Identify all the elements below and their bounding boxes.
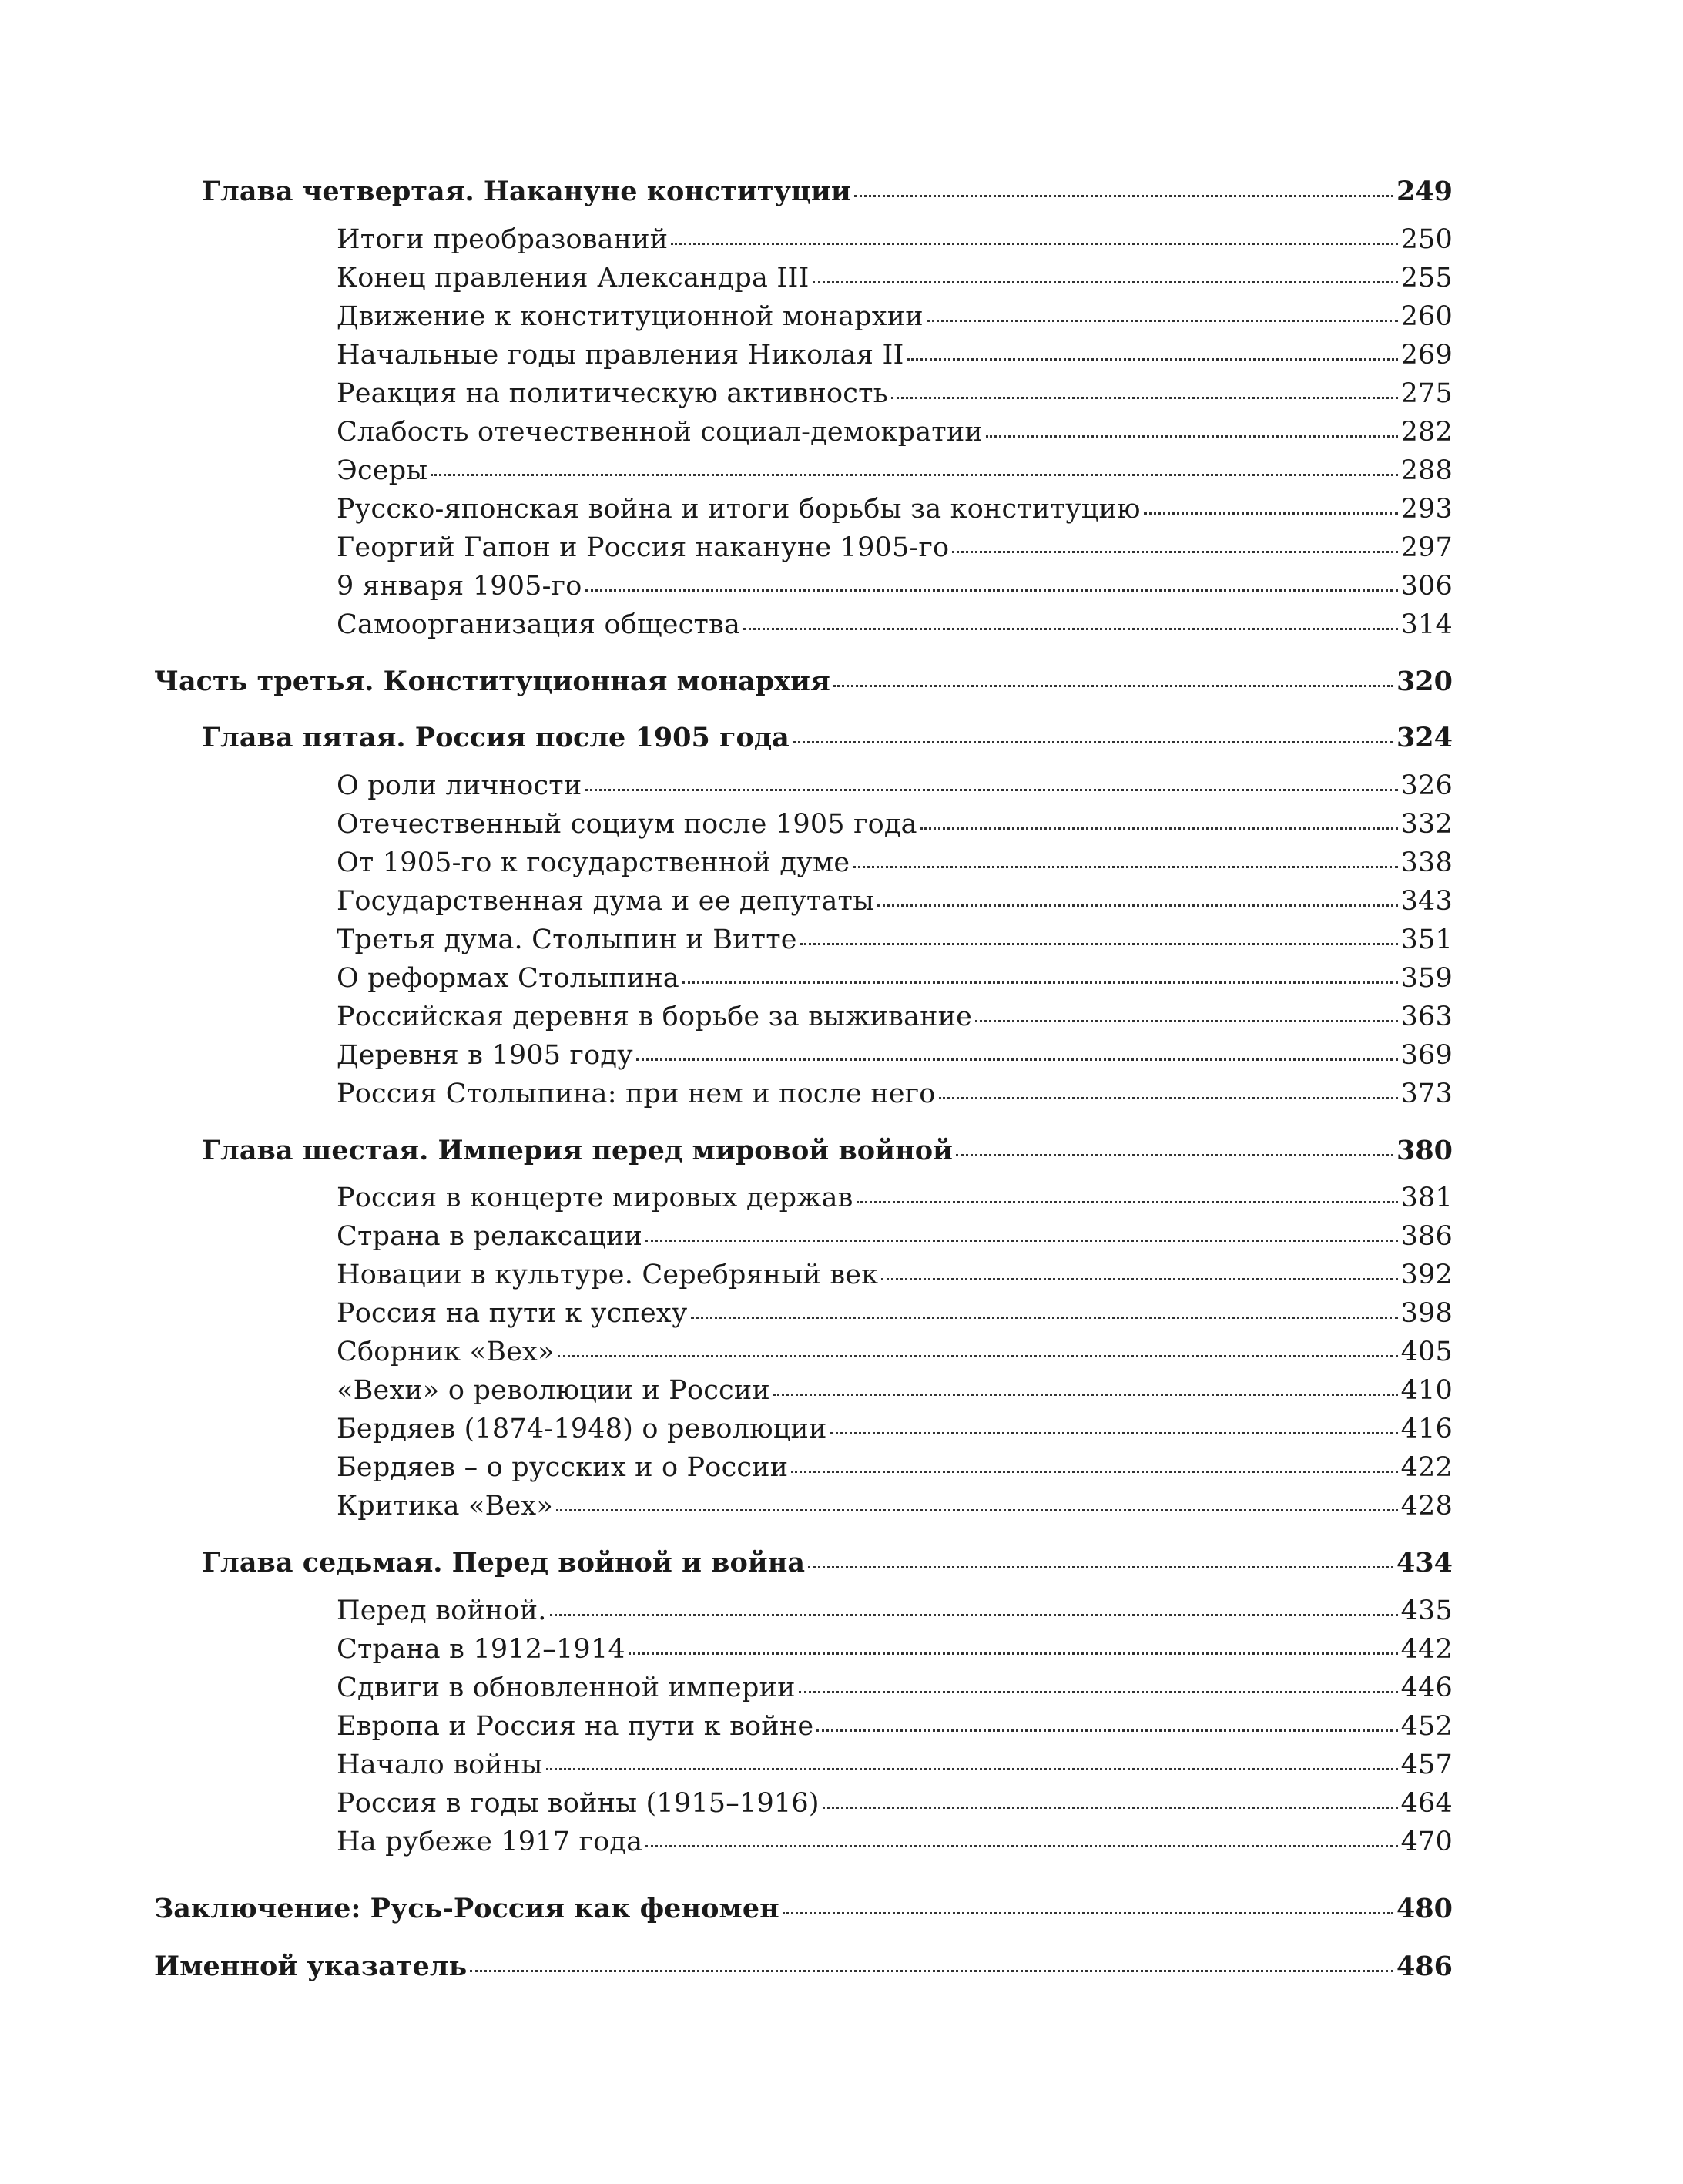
dot-leader	[833, 685, 1393, 687]
entry-page: 359	[1400, 963, 1453, 994]
entry-page: 288	[1400, 455, 1453, 486]
toc-entry-section[interactable]	[337, 1414, 1453, 1444]
toc-entry-section[interactable]	[337, 924, 1453, 955]
toc-entry-section[interactable]	[337, 1183, 1453, 1213]
entry-title: Часть третья. Конституционная монархия	[154, 666, 830, 697]
toc-entry-section[interactable]	[337, 1260, 1453, 1290]
dot-leader	[823, 1807, 1398, 1809]
entry-page: 369	[1400, 1040, 1453, 1071]
toc-entry-section[interactable]	[337, 1040, 1453, 1071]
dot-leader	[857, 1201, 1398, 1203]
toc-entry-section[interactable]	[337, 1595, 1453, 1626]
entry-title: О роли личности	[337, 770, 582, 801]
dot-leader	[556, 1509, 1398, 1511]
dot-leader	[891, 397, 1398, 399]
dot-leader	[907, 358, 1398, 361]
toc-entry-section[interactable]	[337, 963, 1453, 994]
entry-page: 470	[1400, 1827, 1453, 1857]
entry-title: Россия Столыпина: при нем и после него	[337, 1079, 936, 1109]
toc-entry-section[interactable]	[337, 886, 1453, 917]
toc-entry-section[interactable]	[337, 340, 1453, 371]
entry-page: 282	[1400, 417, 1453, 448]
toc-entry-section[interactable]	[337, 1711, 1453, 1742]
entry-page: 435	[1400, 1595, 1453, 1626]
entry-page: 373	[1400, 1079, 1453, 1109]
dot-leader	[853, 866, 1397, 868]
dot-leader	[816, 1729, 1397, 1732]
toc-entry-chapter[interactable]	[202, 176, 1453, 207]
entry-title: Россия в годы войны (1915–1916)	[337, 1788, 820, 1819]
entry-page: 457	[1400, 1750, 1453, 1780]
dot-leader	[793, 741, 1393, 743]
entry-page: 434	[1396, 1547, 1453, 1578]
dot-leader	[808, 1566, 1393, 1568]
entry-page: 314	[1400, 609, 1453, 640]
entry-title: Конец правления Александра III	[337, 263, 810, 294]
entry-title: На рубеже 1917 года	[337, 1827, 643, 1857]
toc-entry-section[interactable]	[337, 609, 1453, 640]
entry-title: Европа и Россия на пути к войне	[337, 1711, 814, 1742]
dot-leader	[558, 1355, 1398, 1357]
entry-title: Сдвиги в обновленной империи	[337, 1672, 796, 1703]
toc-entry-section[interactable]	[337, 1634, 1453, 1665]
dot-leader	[743, 628, 1398, 630]
entry-page: 486	[1396, 1951, 1453, 1982]
entry-page: 332	[1400, 809, 1453, 840]
toc-entry-section[interactable]	[337, 1452, 1453, 1483]
toc-entry-section[interactable]	[337, 532, 1453, 563]
entry-title: Новации в культуре. Серебряный век	[337, 1260, 879, 1290]
toc-entry-part[interactable]	[154, 666, 1453, 697]
entry-page: 380	[1396, 1135, 1453, 1166]
entry-page: 422	[1400, 1452, 1453, 1483]
dot-leader	[585, 789, 1397, 791]
toc-entry-section[interactable]	[337, 263, 1453, 294]
toc-entry-section[interactable]	[337, 1079, 1453, 1109]
entry-page: 442	[1400, 1634, 1453, 1665]
entry-page: 260	[1400, 301, 1453, 332]
entry-title: Бердяев – о русских и о России	[337, 1452, 789, 1483]
dot-leader	[585, 589, 1398, 592]
entry-title: Начальные годы правления Николая II	[337, 340, 904, 371]
toc-entry-chapter[interactable]	[202, 1135, 1453, 1166]
dot-leader	[773, 1394, 1398, 1396]
dot-leader	[1144, 512, 1398, 515]
dot-leader	[881, 1278, 1397, 1280]
entry-title: Деревня в 1905 году	[337, 1040, 633, 1071]
entry-page: 250	[1400, 224, 1453, 255]
toc-entry-section[interactable]	[337, 1750, 1453, 1780]
dot-leader	[877, 904, 1397, 907]
entry-page: 269	[1400, 340, 1453, 371]
entry-page: 464	[1400, 1788, 1453, 1819]
toc-entry-section[interactable]	[337, 1337, 1453, 1367]
dot-leader	[691, 1317, 1398, 1319]
entry-title: Глава шестая. Империя перед мировой войной	[202, 1135, 953, 1166]
toc-entry-section[interactable]	[337, 301, 1453, 332]
toc-entry-section[interactable]	[337, 571, 1453, 602]
entry-title: Бердяев (1874-1948) о революции	[337, 1414, 827, 1444]
entry-page: 363	[1400, 1001, 1453, 1032]
entry-title: Глава седьмая. Перед войной и война	[202, 1547, 806, 1578]
entry-page: 293	[1400, 494, 1453, 525]
dot-leader	[854, 195, 1393, 197]
toc-entry-section[interactable]	[337, 494, 1453, 525]
entry-title: Начало войны	[337, 1750, 543, 1780]
entry-page: 255	[1400, 263, 1453, 294]
toc-entry-section[interactable]	[337, 1491, 1453, 1521]
entry-title: Страна в релаксации	[337, 1221, 643, 1252]
dot-leader	[939, 1097, 1398, 1099]
entry-title: Глава пятая. Россия после 1905 года	[202, 722, 790, 753]
entry-title: Страна в 1912–1914	[337, 1634, 625, 1665]
entry-title: Движение к конституционной монархии	[337, 301, 924, 332]
entry-title: Эсеры	[337, 455, 428, 486]
entry-title: Россия в концерте мировых держав	[337, 1183, 853, 1213]
entry-title: Георгий Гапон и Россия накануне 1905-го	[337, 532, 950, 563]
dot-leader	[975, 1020, 1397, 1022]
entry-title: О реформах Столыпина	[337, 963, 679, 994]
entry-title: 9 января 1905-го	[337, 571, 582, 602]
entry-title: Русско-японская война и итоги борьбы за конституцию	[337, 494, 1141, 525]
entry-title: Заключение: Русь-Россия как феномен	[154, 1893, 779, 1924]
dot-leader	[813, 281, 1398, 283]
dot-leader	[799, 1691, 1398, 1693]
dot-leader	[927, 320, 1398, 322]
entry-page: 343	[1400, 886, 1453, 917]
entry-title: Отечественный социум после 1905 года	[337, 809, 917, 840]
toc-entry-section[interactable]	[337, 809, 1453, 840]
dot-leader	[920, 827, 1398, 830]
toc-entry-chapter[interactable]	[202, 1547, 1453, 1578]
entry-page: 324	[1396, 722, 1453, 753]
entry-page: 249	[1396, 176, 1453, 207]
entry-title: «Вехи» о революции и России	[337, 1375, 770, 1406]
entry-page: 320	[1396, 666, 1453, 697]
entry-title: От 1905-го к государственной думе	[337, 847, 850, 878]
entry-page: 446	[1400, 1672, 1453, 1703]
toc-entry-section[interactable]	[337, 1827, 1453, 1857]
dot-leader	[671, 243, 1397, 245]
entry-page: 452	[1400, 1711, 1453, 1742]
entry-page: 381	[1400, 1183, 1453, 1213]
entry-title: Итоги преобразований	[337, 224, 669, 255]
dot-leader	[636, 1058, 1398, 1061]
entry-title: Самоорганизация общества	[337, 609, 741, 640]
toc-entry-section[interactable]	[337, 1298, 1453, 1329]
entry-title: Третья дума. Столыпин и Витте	[337, 924, 797, 955]
toc-entry-section[interactable]	[337, 1375, 1453, 1406]
dot-leader	[546, 1768, 1398, 1770]
dot-leader	[550, 1614, 1398, 1616]
entry-title: Критика «Вех»	[337, 1491, 553, 1521]
entry-title: Слабость отечественной социал-демократии	[337, 417, 983, 448]
entry-page: 338	[1400, 847, 1453, 878]
toc-entry-section[interactable]	[337, 1001, 1453, 1032]
toc-entry-section[interactable]	[337, 1672, 1453, 1703]
dot-leader	[682, 981, 1398, 984]
toc-entry-section[interactable]	[337, 455, 1453, 486]
dot-leader	[830, 1432, 1398, 1434]
dot-leader	[783, 1912, 1393, 1914]
entry-page: 405	[1400, 1337, 1453, 1367]
entry-page: 410	[1400, 1375, 1453, 1406]
dot-leader	[645, 1845, 1397, 1847]
toc-entry-section[interactable]	[337, 847, 1453, 878]
entry-page: 297	[1400, 532, 1453, 563]
entry-title: Реакция на политическую активность	[337, 378, 888, 409]
entry-page: 398	[1400, 1298, 1453, 1329]
toc-entry-section[interactable]	[337, 378, 1453, 409]
dot-leader	[431, 474, 1397, 476]
entry-page: 428	[1400, 1491, 1453, 1521]
toc-entry-section[interactable]	[337, 770, 1453, 801]
entry-page: 351	[1400, 924, 1453, 955]
dot-leader	[470, 1970, 1393, 1972]
entry-page: 275	[1400, 378, 1453, 409]
dot-leader	[956, 1154, 1393, 1156]
entry-page: 326	[1400, 770, 1453, 801]
dot-leader	[952, 551, 1397, 553]
toc-entry-part[interactable]	[154, 1951, 1453, 1982]
toc-entry-section[interactable]	[337, 224, 1453, 255]
dot-leader	[791, 1471, 1397, 1473]
toc-entry-part[interactable]	[154, 1893, 1453, 1924]
toc-entry-section[interactable]	[337, 1788, 1453, 1819]
dot-leader	[629, 1652, 1398, 1655]
dot-leader	[986, 435, 1398, 438]
entry-page: 480	[1396, 1893, 1453, 1924]
entry-title: Перед войной.	[337, 1595, 547, 1626]
entry-page: 386	[1400, 1221, 1453, 1252]
dot-leader	[800, 943, 1398, 945]
entry-title: Россия на пути к успеху	[337, 1298, 688, 1329]
entry-page: 416	[1400, 1414, 1453, 1444]
toc-entry-section[interactable]	[337, 1221, 1453, 1252]
entry-title: Именной указатель	[154, 1951, 468, 1982]
entry-page: 306	[1400, 571, 1453, 602]
entry-title: Российская деревня в борьбе за выживание	[337, 1001, 973, 1032]
entry-page: 392	[1400, 1260, 1453, 1290]
toc-entry-section[interactable]	[337, 417, 1453, 448]
entry-title: Сборник «Вех»	[337, 1337, 555, 1367]
entry-title: Глава четвертая. Накануне конституции	[202, 176, 851, 207]
entry-title: Государственная дума и ее депутаты	[337, 886, 875, 917]
dot-leader	[645, 1240, 1398, 1242]
toc-entry-chapter[interactable]	[202, 722, 1453, 753]
